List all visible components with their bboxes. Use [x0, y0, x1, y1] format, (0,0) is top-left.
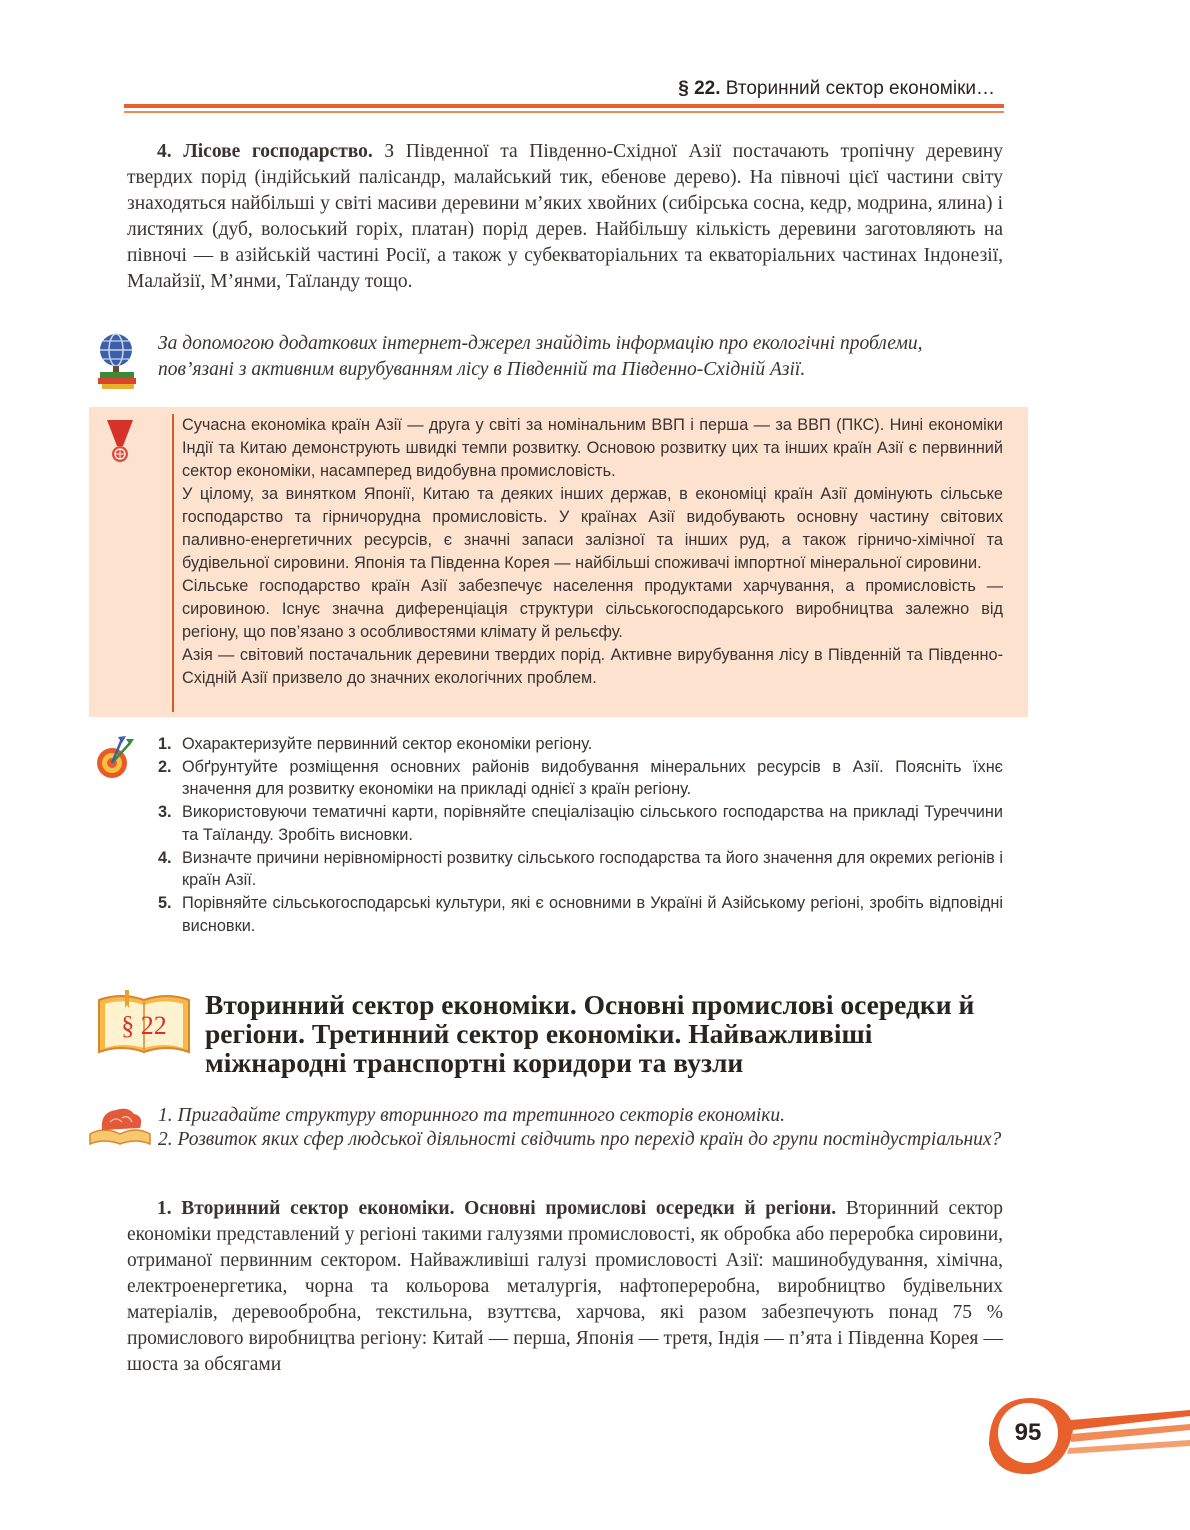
header-section-number: § 22.	[678, 78, 721, 99]
header-rule-thin	[124, 111, 1004, 113]
question-text: Обґрунтуйте розміщення основних районів видобування мінеральних ресурсів в Азії. Поясніть їхнє значення для розвитку економіки на прикладі однієї з країн регіону.	[182, 757, 1003, 799]
summary-paragraph-3: Сільське господарство країн Азії забезпечує населення продуктами харчування, а промисловість — сировиною. Існує значна диференціація структури сільськогосподарського виробництва залежно від регіону, що пов’язано з особливостями клімату й рельєфу.	[182, 577, 1003, 641]
summary-rule	[172, 414, 174, 712]
forestry-lead: 4. Лісове господарство.	[157, 141, 373, 162]
question-item	[158, 801, 1003, 846]
recall-question: 1. Пригадайте структуру вторинного та третинного секторів економіки.	[158, 1105, 785, 1126]
section-title: Вторинний сектор економіки. Основні промислові осередки й регіони. Третинний сектор економіки. Найважливіші міжнародні транспортні коридори та вузли	[205, 989, 975, 1078]
question-text: Використовуючи тематичні карти, порівняйте спеціалізацію сільського господарства на прикладі Туреччини та Таїланду. Зробіть висновки.	[182, 803, 1003, 844]
summary-paragraph-2: У цілому, за винятком Японії, Китаю та деяких інших держав, в економіці країн Азії домінують сільське господарство та гірничорудна промисловість. У країнах Азії видобувають основну частину світових паливно-енергетичних ресурсів, є значні запаси залізної та інших руд, а також гірничо-хімічної та будівельної сировини. Японія та Південна Корея — найбільші споживачі імпортної мінеральної сировини.	[182, 485, 1003, 572]
question-number: 3.	[158, 803, 172, 822]
summary-paragraph-1: Сучасна економіка країн Азії — друга у світі за номінальним ВВП і перша — за ВВП (ПКС). Нині економіки Індії та Китаю демонструють швидкі темпи розвитку. Основою розвитку цих та інших країн Азії є первинний сектор економіки, насамперед видобувна промисловість.	[182, 416, 1003, 480]
question-item	[158, 756, 1003, 801]
globe-books-icon	[94, 330, 140, 390]
exclamation-icon	[103, 418, 137, 464]
question-number: 1.	[158, 735, 172, 753]
secondary-sector-paragraph	[127, 1196, 1003, 1378]
secondary-lead: 1. Вторинний сектор економіки. Основні промислові осередки й регіони.	[157, 1198, 837, 1219]
page-number: 95	[998, 1403, 1058, 1463]
recall-questions	[158, 1104, 1003, 1152]
header-rule	[124, 104, 1004, 108]
forestry-paragraph	[127, 139, 1003, 295]
brain-book-icon	[88, 1104, 152, 1148]
question-text: Визначте причини нерівномірності розвитку сільського господарства та його значення для окремих регіонів і країн Азії.	[182, 848, 1003, 890]
summary-text	[182, 414, 1003, 690]
running-header	[600, 78, 995, 100]
question-number: 2.	[158, 757, 172, 776]
section-badge: § 22	[121, 1011, 167, 1040]
question-item	[158, 847, 1003, 892]
forestry-text: З Південної та Південно-Східної Азії постачають тропічну деревину твердих порід (індійський палісандр, малайський тик, ебенове дерево). На півночі цієї частини світу знаходяться найбільші у світі масиви деревини м’яких хвойних (сибірська сосна, кедр, модрина, ялина) і листяних (дуб, волоський горіх, платан) порід дерев. Найбільшу кількість деревини заготовляють на півночі — в азійській частині Росії, а також у субекваторіальних та екваторіальних частинах Індонезії, Малайзії, М’янми, Таїланду тощо.	[127, 141, 1003, 292]
recall-question: 2. Розвиток яких сфер людської діяльності свідчить про перехід країн до групи постіндустріальних?	[158, 1129, 1002, 1150]
header-section-title: Вторинний сектор економіки…	[725, 78, 995, 99]
question-item	[158, 733, 1003, 756]
question-text: Охарактеризуйте первинний сектор економіки регіону.	[182, 735, 593, 753]
question-number: 4.	[158, 848, 172, 867]
question-number: 5.	[158, 893, 172, 912]
secondary-text: Вторинний сектор економіки представлений у регіоні такими галузями промисловості, як обробка або переробка сировини, отриманої первинним сектором. Найважливіші галузі промисловості Азії: машинобудування, хімічна, електроенергетика, чорна та кольорова металургія, нафтопереробна, виробництво будівельних матеріалів, деревообробна, текстильна, взуттєва, харчова, які разом забезпечують понад 75 % промислового виробництва регіону: Китай — перша, Японія — третя, Індія — п’ята і Південна Корея — шоста за обсягами	[127, 1198, 1003, 1375]
questions-list	[158, 733, 1003, 937]
internet-task: За допомогою додаткових інтернет-джерел знайдіть інформацію про екологічні проблеми, пов’язані з активним вирубуванням лісу в Південній та Південно-Східній Азії.	[158, 333, 923, 380]
summary-paragraph-4: Азія — світовий постачальник деревини твердих порід. Активне вирубування лісу в Південній та Південно-Східній Азії призвело до значних екологічних проблем.	[182, 646, 1003, 687]
question-text: Порівняйте сільськогосподарські культури, які є основними в Україні й Азійському регіоні, зробіть відповідні висновки.	[182, 893, 1003, 935]
question-item	[158, 892, 1003, 937]
target-arrows-icon	[92, 735, 136, 781]
